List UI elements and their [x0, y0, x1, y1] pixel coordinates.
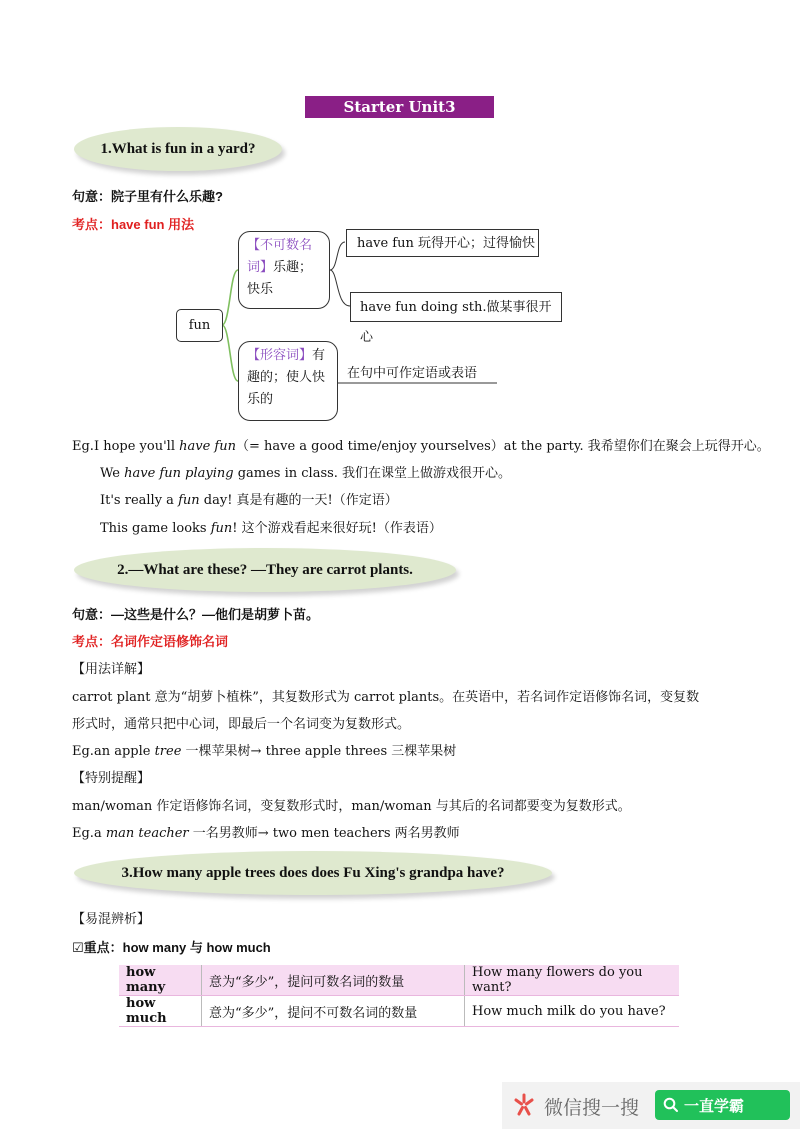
comparison-table — [119, 965, 679, 1027]
table-cell-word: how much — [119, 996, 202, 1027]
usage-text: 形式时，通常只把中心词，即最后一个名词变为复数形式。 — [72, 717, 411, 732]
table-row — [119, 965, 679, 996]
example-line: Eg.a man teacher 一名男教师→ two men teachers 两名男教师 — [72, 826, 460, 841]
mindmap-node-adj: 【形容词】有趣的；使人快乐的 — [238, 341, 338, 421]
usage-text: carrot plant 意为“胡萝卜植株”，其复数形式为 carrot plants。在英语中，若名词作定语修饰名词，变复数 — [72, 690, 700, 705]
mindmap-root: fun — [176, 309, 223, 342]
watermark-search-text: 一直学霸 — [684, 1097, 745, 1115]
section2-meaning: 句意：—这些是什么？—他们是胡萝卜苗。 — [72, 607, 320, 622]
section1-meaning: 句意：院子里有什么乐趣? — [72, 189, 223, 204]
table-cell-example: How much milk do you have? — [465, 996, 680, 1027]
usage-heading: 【用法详解】 — [72, 662, 151, 677]
watermark-search-button[interactable] — [655, 1090, 790, 1120]
table-cell-meaning: 意为“多少”，提问可数名词的数量 — [202, 965, 465, 996]
table-cell-example: How many flowers do you want? — [465, 965, 680, 996]
table-cell-meaning: 意为“多少”，提问不可数名词的数量 — [202, 996, 465, 1027]
focus-line: ☑重点：how many 与 how much — [72, 940, 271, 955]
page-title: Starter Unit3 Welcome! — [305, 96, 494, 118]
mindmap-leaf-have-fun: have fun 玩得开心；过得愉快 — [346, 229, 539, 257]
remind-text: man/woman 作定语修饰名词，变复数形式时，man/woman 与其后的名词都要变为复数形式。 — [72, 799, 631, 814]
mindmap-leaf-have-fun-doing: have fun doing sth.做某事很开心 — [350, 292, 562, 322]
mindmap-node-noun: 【不可数名词】乐趣；快乐 — [238, 231, 330, 309]
section1-heading: 1.What is fun in a yard? — [74, 127, 282, 171]
table-cell-word: how many — [119, 965, 202, 996]
section1-point: 考点：have fun 用法 — [72, 217, 195, 232]
remind-heading: 【特别提醒】 — [72, 771, 151, 786]
confuse-heading: 【易混辨析】 — [72, 912, 151, 927]
checkbox-icon: ☑ — [72, 940, 84, 955]
section3-heading: 3.How many apple trees does does Fu Xing's grandpa have? — [74, 851, 552, 895]
example-line: We have fun playing games in class. 我们在课堂上做游戏很开心。 — [100, 466, 512, 481]
watermark-bar — [502, 1082, 800, 1129]
example-line: Eg.an apple tree 一棵苹果树→ three apple threes 三棵苹果树 — [72, 744, 457, 759]
table-row — [119, 996, 679, 1027]
section2-point: 考点：名词作定语修饰名词 — [72, 634, 229, 649]
search-icon — [663, 1097, 679, 1113]
example-line: Eg.I hope you'll have fun（= have a good time/enjoy yourselves）at the party. 我希望你们在聚会上玩得开心。 — [72, 439, 770, 454]
example-line: It's really a fun day! 真是有趣的一天!（作定语） — [100, 493, 398, 508]
sparkle-logo-icon — [512, 1093, 536, 1117]
mindmap-leaf-usage: 在句中可作定语或表语 — [347, 366, 478, 381]
watermark-brand: 微信搜一搜 — [544, 1097, 640, 1119]
section2-heading: 2.—What are these? —They are carrot plants. — [74, 548, 456, 592]
example-line: This game looks fun! 这个游戏看起来很好玩!（作表语） — [100, 521, 442, 536]
